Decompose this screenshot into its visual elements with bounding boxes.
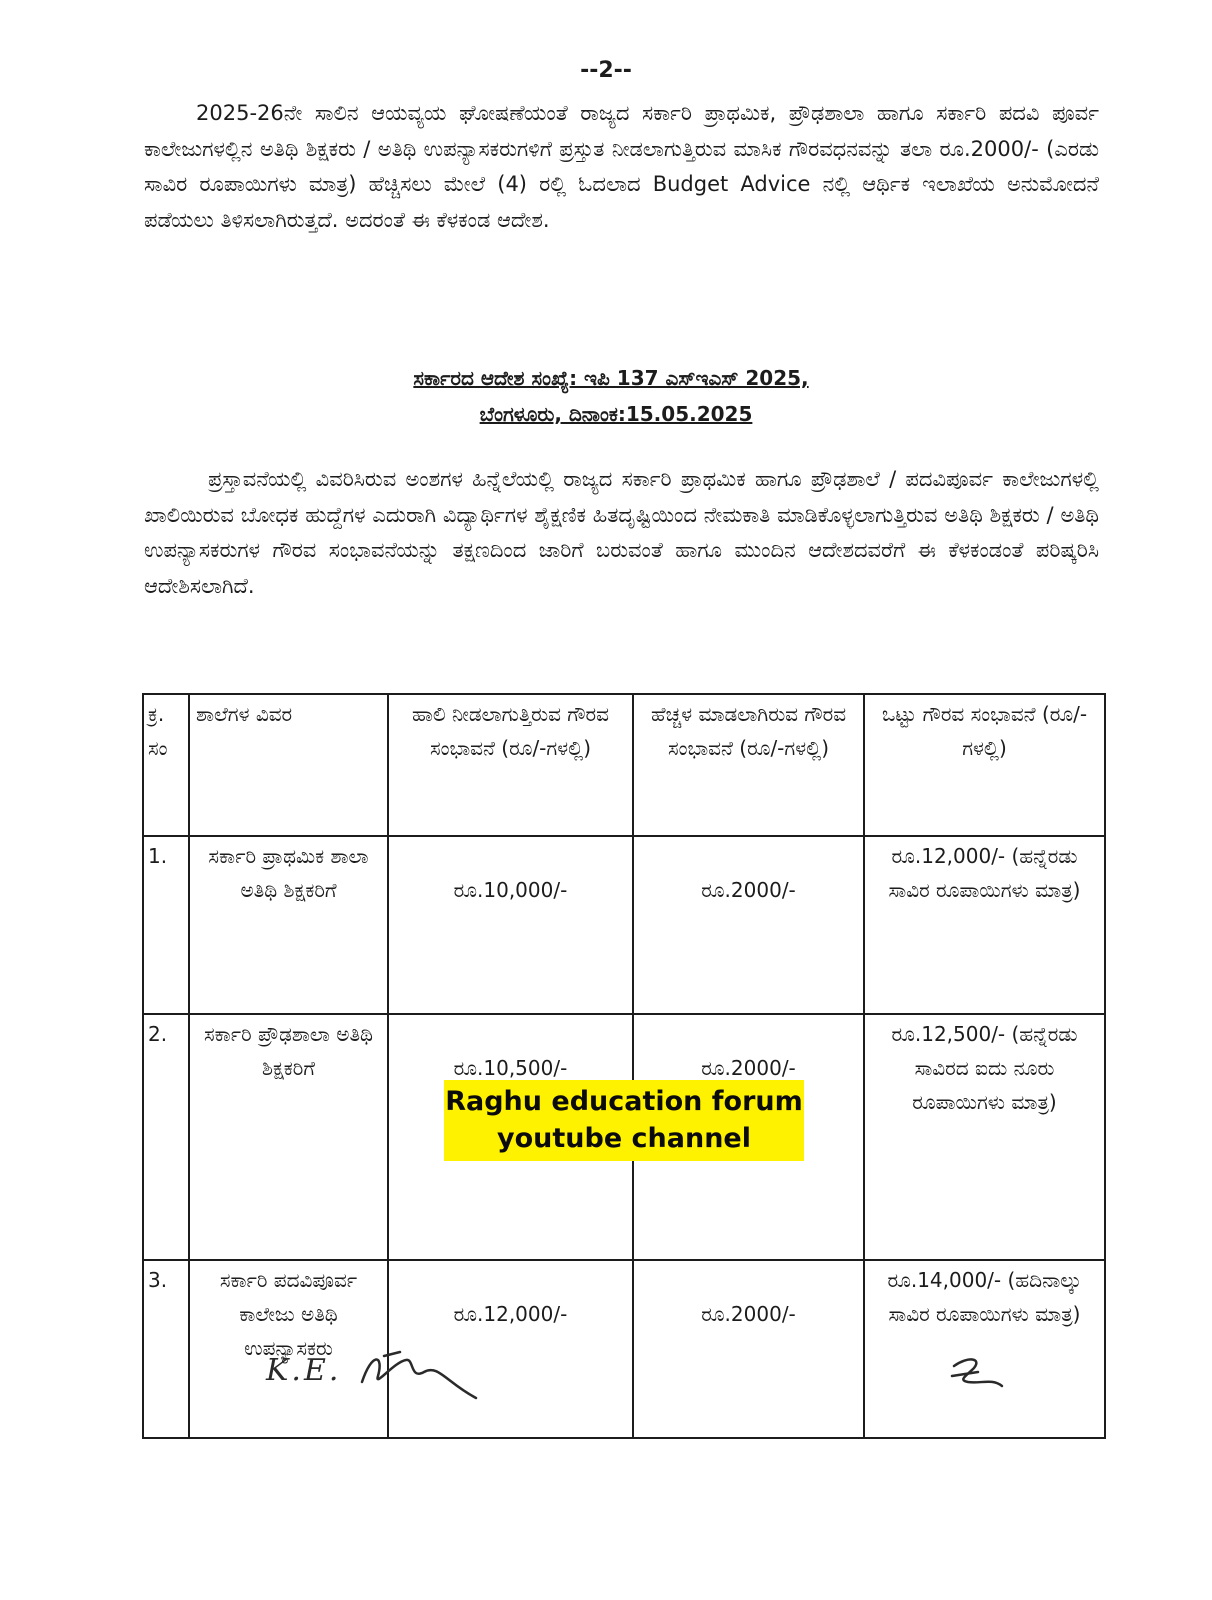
header-school-details: ಶಾಲೆಗಳ ವಿವರ <box>189 694 388 836</box>
signature-initials: K.E. <box>266 1353 342 1388</box>
header-serial-number: ಕ್ರ. ಸಂ <box>143 694 189 836</box>
row-total: ರೂ.12,000/- (ಹನ್ನೆರಡು ಸಾವಿರ ರೂಪಾಯಿಗಳು ಮಾತ್ರ) <box>864 836 1105 1014</box>
channel-watermark <box>444 1080 804 1161</box>
row-increase: ರೂ.2000/- <box>633 1014 864 1260</box>
order-place-date: ಬೆಂಗಳೂರು, ದಿನಾಂಕ:15.05.2025 <box>479 402 753 426</box>
order-heading <box>0 360 1212 432</box>
row-total: ರೂ.14,000/- (ಹದಿನಾಲ್ಕು ಸಾವಿರ ರೂಪಾಯಿಗಳು ಮಾತ್ರ) <box>864 1260 1105 1438</box>
row-serial: 1. <box>143 836 189 1014</box>
order-number: ಸರ್ಕಾರದ ಆದೇಶ ಸಂಖ್ಯೆ: ಇಪಿ 137 ಎಸ್ಇಎಸ್ 2025, <box>413 366 809 390</box>
signature-left <box>266 1342 484 1402</box>
row-school: ಸರ್ಕಾರಿ ಪ್ರಾಥಮಿಕ ಶಾಲಾ ಅತಿಥಿ ಶಿಕ್ಷಕರಿಗೆ <box>189 836 388 1014</box>
header-increase: ಹೆಚ್ಚಳ ಮಾಡಲಾಗಿರುವ ಗೌರವ ಸಂಭಾವನೆ (ರೂ/-ಗಳಲ್ಲಿ) <box>633 694 864 836</box>
watermark-line-2: youtube channel <box>497 1123 751 1154</box>
row-serial: 2. <box>143 1014 189 1260</box>
intro-paragraph: 2025-26ನೇ ಸಾಲಿನ ಆಯವ್ಯಯ ಘೋಷಣೆಯಂತೆ ರಾಜ್ಯದ ಸರ್ಕಾರಿ ಪ್ರಾಥಮಿಕ, ಪ್ರೌಢಶಾಲಾ ಹಾಗೂ ಸರ್ಕಾರಿ ಪದವಿ ಪೂರ್ವ ಕಾಲೇಜುಗಳಲ್ಲಿನ ಅತಿಥಿ ಶಿಕ್ಷಕರು / ಅತಿಥಿ ಉಪನ್ಯಾಸಕರುಗಳಿಗೆ ಪ್ರಸ್ತುತ ನೀಡಲಾಗುತ್ತಿರುವ ಮಾಸಿಕ ಗೌರವಧನವನ್ನು ತಲಾ ರೂ.2000/- (ಎರಡು ಸಾವಿರ ರೂಪಾಯಿಗಳು ಮಾತ್ರ) ಹೆಚ್ಚಿಸಲು ಮೇಲೆ (4) ರಲ್ಲಿ ಓದಲಾದ Budget Advice ನಲ್ಲಿ ಆರ್ಥಿಕ ಇಲಾಖೆಯ ಅನುಮೋದನೆ ಪಡೆಯಲು ತಿಳಿಸಲಾಗಿರುತ್ತದೆ. ಅದರಂತೆ ಈ ಕೆಳಕಂಡ ಆದೇಶ. <box>144 101 1099 232</box>
row-current: ರೂ.12,000/- <box>388 1260 633 1438</box>
row-increase: ರೂ.2000/- <box>633 836 864 1014</box>
signature-right <box>948 1352 1008 1396</box>
order-paragraph: ಪ್ರಸ್ತಾವನೆಯಲ್ಲಿ ವಿವರಿಸಿರುವ ಅಂಶಗಳ ಹಿನ್ನೆಲೆಯಲ್ಲಿ ರಾಜ್ಯದ ಸರ್ಕಾರಿ ಪ್ರಾಥಮಿಕ ಹಾಗೂ ಪ್ರೌಢಶಾಲೆ / ಪದವಿಪೂರ್ವ ಕಾಲೇಜುಗಳಲ್ಲಿ ಖಾಲಿಯಿರುವ ಬೋಧಕ ಹುದ್ದೆಗಳ ಎದುರಾಗಿ ವಿದ್ಯಾರ್ಥಿಗಳ ಶೈಕ್ಷಣಿಕ ಹಿತದೃಷ್ಟಿಯಿಂದ ನೇಮಕಾತಿ ಮಾಡಿಕೊಳ್ಳಲಾಗುತ್ತಿರುವ ಅತಿಥಿ ಶಿಕ್ಷಕರು / ಅತಿಥಿ ಉಪನ್ಯಾಸಕರುಗಳ ಗೌರವ ಸಂಭಾವನೆಯನ್ನು ತಕ್ಷಣದಿಂದ ಜಾರಿಗೆ ಬರುವಂತೆ ಹಾಗೂ ಮುಂದಿನ ಆದೇಶದವರೆಗೆ ಈ ಕೆಳಕಂಡಂತೆ ಪರಿಷ್ಕರಿಸಿ ಆದೇಶಿಸಲಾಗಿದೆ. <box>144 467 1099 598</box>
watermark-line-1: Raghu education forum <box>445 1086 803 1117</box>
header-current-honorarium: ಹಾಲಿ ನೀಡಲಾಗುತ್ತಿರುವ ಗೌರವ ಸಂಭಾವನೆ (ರೂ/-ಗಳಲ್ಲಿ) <box>388 694 633 836</box>
row-current: ರೂ.10,000/- <box>388 836 633 1014</box>
header-total-honorarium: ಒಟ್ಟು ಗೌರವ ಸಂಭಾವನೆ (ರೂ/-ಗಳಲ್ಲಿ) <box>864 694 1105 836</box>
row-current: ರೂ.10,500/- <box>388 1014 633 1260</box>
row-school: ಸರ್ಕಾರಿ ಪದವಿಪೂರ್ವ ಕಾಲೇಜು ಅತಿಥಿ ಉಪನ್ಯಾಸಕರು <box>189 1260 388 1438</box>
row-serial: 3. <box>143 1260 189 1438</box>
row-school: ಸರ್ಕಾರಿ ಪ್ರೌಢಶಾಲಾ ಅತಿಥಿ ಶಿಕ್ಷಕರಿಗೆ <box>189 1014 388 1260</box>
table-header-row <box>143 694 1105 836</box>
table-row <box>143 836 1105 1014</box>
row-total: ರೂ.12,500/- (ಹನ್ನೆರಡು ಸಾವಿರದ ಐದು ನೂರು ರೂಪಾಯಿಗಳು ಮಾತ್ರ) <box>864 1014 1105 1260</box>
signature-mark-icon <box>948 1352 1008 1392</box>
signature-scribble-icon <box>354 1342 484 1402</box>
honorarium-table <box>142 693 1106 1439</box>
row-increase: ರೂ.2000/- <box>633 1260 864 1438</box>
page-number: --2-- <box>580 58 632 83</box>
